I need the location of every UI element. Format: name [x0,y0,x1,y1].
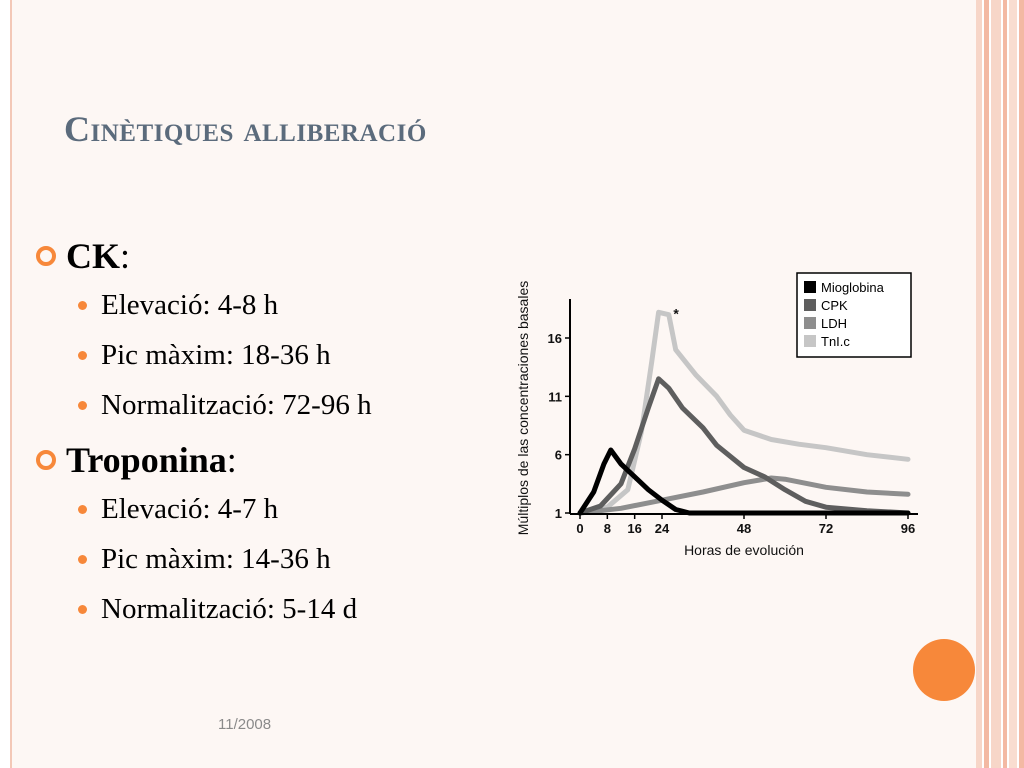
legend-swatch [804,335,816,347]
chart-svg [490,265,930,565]
legend-label: LDH [821,316,848,331]
dot-bullet-icon [78,401,87,410]
dot-bullet-icon [78,605,87,614]
decorative-stripes [976,0,1024,768]
y-tick-label: 6 [554,447,562,463]
x-tick-label: 0 [576,521,584,536]
x-tick-label: 24 [654,521,670,536]
y-tick-label: 16 [547,331,562,346]
x-tick-label: 72 [818,521,834,536]
dot-bullet-icon [78,505,87,514]
ring-bullet-icon [36,450,56,470]
slide-title: Cinètiques alliberació [64,109,427,149]
list-item [36,280,506,330]
list-item-text: Pic màxim: 18-36 h [101,338,331,371]
y-tick-label: 1 [554,506,562,521]
bullet-heading-ck [36,232,506,280]
list-item [36,380,506,430]
list-item-text: Elevació: 4-7 h [101,492,279,525]
stripe [1009,0,1017,768]
dot-bullet-icon [78,555,87,564]
list-item-text: Normalització: 5-14 d [101,592,358,625]
list-item-text: Pic màxim: 14-36 h [101,542,331,575]
list-item-text: Normalització: 72-96 h [101,388,372,421]
legend-swatch [804,317,816,329]
ring-bullet-icon [36,246,56,266]
dot-bullet-icon [78,351,87,360]
stripe [1003,0,1007,768]
legend-label: TnI.c [821,334,850,349]
list-item [36,534,506,584]
x-axis-label: Horas de evolución [684,542,804,558]
legend-label: Mioglobina [821,280,884,295]
legend-swatch [804,299,816,311]
legend-label: CPK [821,298,848,313]
biomarker-chart [490,265,930,565]
stripe [984,0,989,768]
stripe [991,0,1001,768]
list-item-text: Elevació: 4-8 h [101,288,279,321]
chart-annotation: * [673,305,679,322]
bullet-heading-label: Troponina [66,440,227,480]
list-item [36,484,506,534]
bullet-list [36,232,506,634]
legend-swatch [804,281,816,293]
dot-bullet-icon [78,301,87,310]
list-item [36,330,506,380]
y-tick-label: 11 [548,389,562,405]
x-tick-label: 48 [736,521,752,536]
y-axis-label: Múltiplos de las concentraciones basales [515,280,531,536]
list-item [36,584,506,634]
decorative-circle [913,639,975,701]
bullet-heading-suffix: : [120,236,131,276]
x-tick-label: 96 [900,521,916,536]
bullet-heading-suffix: : [226,440,237,480]
x-tick-label: 8 [603,521,611,536]
stripe [976,0,982,768]
bullet-heading-troponina [36,436,506,484]
left-border [0,0,12,768]
bullet-heading-label: CK [66,236,120,276]
stripe [1019,0,1024,768]
x-tick-label: 16 [627,521,642,536]
footer-date: 11/2008 [218,716,272,733]
